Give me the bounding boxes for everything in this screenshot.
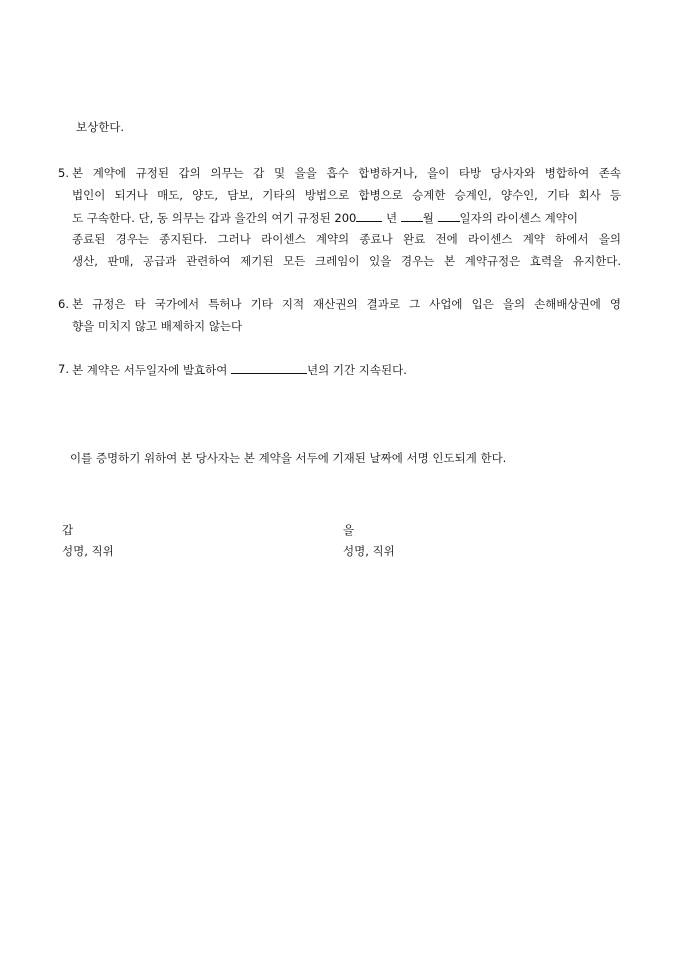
clause-5-line-1: 본 계약에 규정된 갑의 의무는 갑 및 을을 흡수 합병하거나, 을이 타방 당사자와 병합하여 존속 — [72, 166, 621, 180]
clause-5-line-5: 생산, 판매, 공급과 관련하여 제기된 모든 크레임이 있을 경우는 본 계약규정은 효력을 유지한다. — [72, 254, 621, 268]
clause-5-line-3c: 월 — [422, 211, 434, 225]
month-blank — [401, 210, 423, 222]
clause-5-number: 5. — [58, 166, 69, 180]
closing-statement: 이를 증명하기 위하여 본 당사자는 본 계약을 서두에 기재된 날짜에 서명 인도되게 한다. — [70, 451, 507, 465]
party-a-name: 갑 — [62, 523, 74, 537]
clause-6-number: 6. — [58, 297, 69, 311]
clause-5-line-3a: 도 구속한다. 단, 동 의무는 갑과 을간의 여기 규정된 200 — [72, 211, 357, 225]
clause-7-text — [72, 362, 407, 377]
party-a-signature-label: 성명, 직위 — [62, 544, 114, 558]
party-b-signature-label: 성명, 직위 — [343, 544, 395, 558]
clause-5-line-3 — [72, 210, 621, 225]
clause-6-line-1: 본 규정은 타 국가에서 특허나 기타 지적 재산권의 결과로 그 사업에 입은 을의 손해배상권에 영 — [72, 297, 621, 311]
clause-5-line-3d: 일자의 라이센스 계약이 — [459, 211, 578, 225]
clause-5-line-4: 종료된 경우는 종지된다. 그러나 라이센스 계약의 종료나 완료 전에 라이센스 계약 하에서 을의 — [72, 232, 621, 246]
year-blank — [356, 210, 382, 222]
day-blank — [438, 210, 460, 222]
party-b-name: 을 — [343, 523, 355, 537]
term-years-blank — [231, 362, 307, 374]
continuation-text: 보상한다. — [76, 120, 125, 134]
clause-7-text-after: 년의 기간 지속된다. — [307, 363, 407, 377]
clause-7-number: 7. — [58, 362, 69, 376]
clause-5-line-3b: 년 — [386, 211, 398, 225]
clause-7-text-before: 본 계약은 서두일자에 발효하여 — [72, 363, 228, 377]
clause-6-line-2: 향을 미치지 않고 배제하지 않는다 — [72, 319, 243, 333]
clause-5-line-2: 법인이 되거나 매도, 양도, 담보, 기타의 방법으로 합병으로 승계한 승계인, 양수인, 기타 회사 등 — [72, 188, 622, 202]
